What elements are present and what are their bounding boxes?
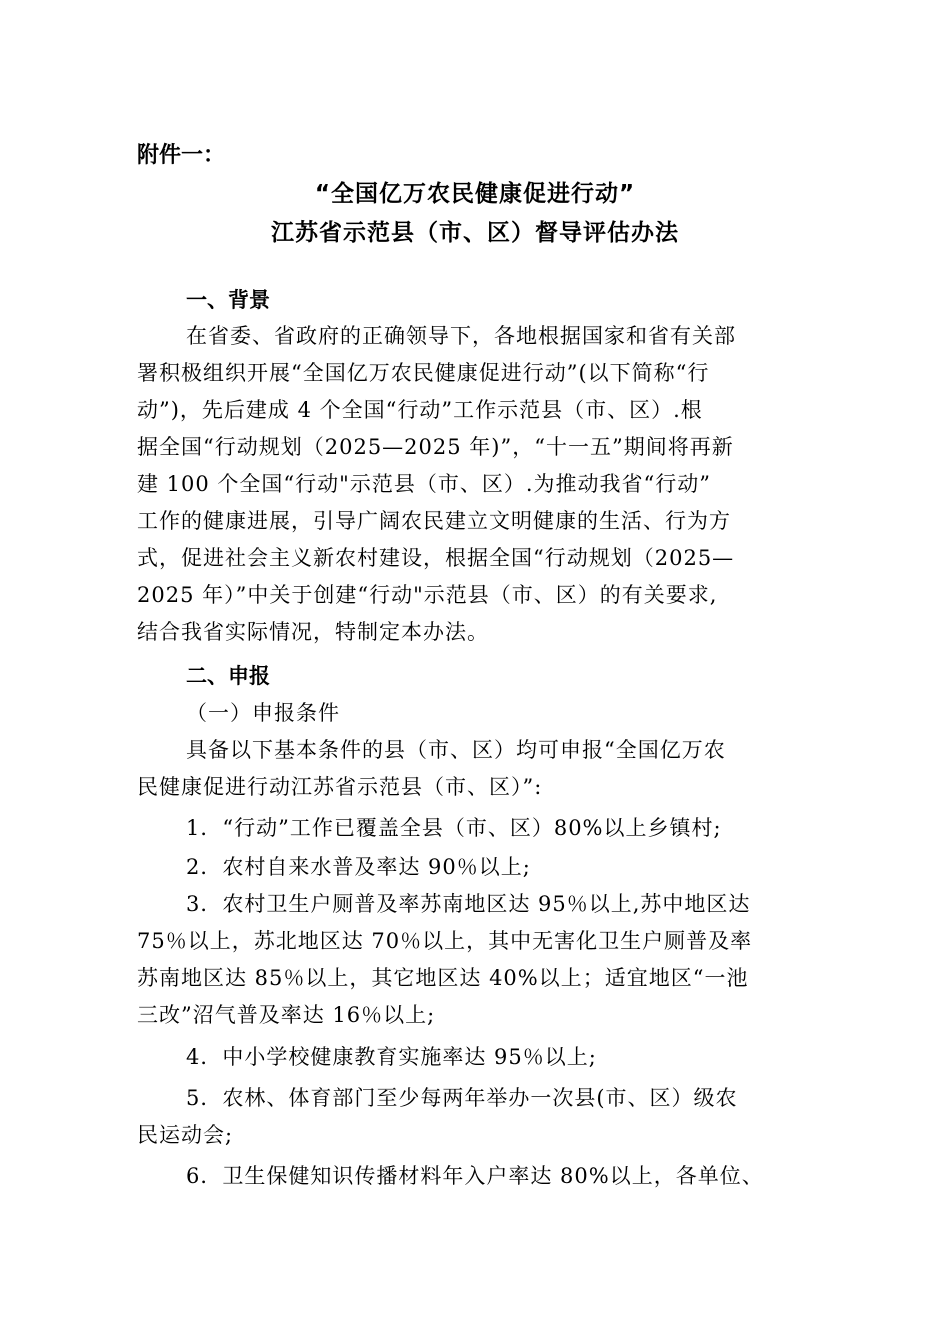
document-title-line-1: “全国亿万农民健康促进行动”	[314, 181, 636, 207]
list-item-1: 1．“行动”工作已覆盖全县（市、区）80%以上乡镇村;	[186, 816, 722, 840]
list-item-2: 2．农村自来水普及率达 90％以上;	[186, 855, 531, 879]
subheading-conditions: （一）申报条件	[186, 701, 340, 725]
paragraph-line: 结合我省实际情况，特制定本办法。	[137, 620, 489, 644]
list-item-4: 4．中小学校健康教育实施率达 95％以上;	[186, 1045, 597, 1069]
paragraph-line: 2025 年）”中关于创建“行动"示范县（市、区）的有关要求,	[137, 583, 718, 607]
paragraph-line: 工作的健康进展，引导广阔农民建立文明健康的生活、行为方	[137, 509, 731, 533]
paragraph-line: 在省委、省政府的正确领导下，各地根据国家和省有关部	[186, 324, 736, 348]
paragraph-line: 具备以下基本条件的县（市、区）均可申报“全国亿万农	[186, 738, 726, 762]
list-item-5: 5．农林、体育部门至少每两年举办一次县(市、区）级农	[186, 1086, 738, 1110]
paragraph-line: 署积极组织开展“全国亿万农民健康促进行动”(以下简称“行	[137, 361, 710, 385]
list-item-6: 6．卫生保健知识传播材料年入户率达 80%以上，各单位、	[186, 1164, 764, 1188]
section-heading-background: 一、背景	[186, 288, 270, 312]
paragraph-line: 三改”沼气普及率达 16％以上;	[137, 1003, 436, 1027]
paragraph-line: 苏南地区达 85％以上，其它地区达 40%以上；适宜地区“一池	[137, 966, 749, 990]
paragraph-line: 75％以上，苏北地区达 70％以上，其中无害化卫生户厕普及率	[137, 929, 753, 953]
paragraph-line: 式，促进社会主义新农村建设，根据全国“行动规划（2025—	[137, 546, 735, 570]
section-heading-application: 二、申报	[186, 664, 270, 688]
list-item-3: 3．农村卫生户厕普及率苏南地区达 95％以上,苏中地区达	[186, 892, 751, 916]
attachment-label: 附件一：	[137, 143, 226, 168]
paragraph-line: 建 100 个全国“行动"示范县（市、区）.为推动我省“行动”	[137, 472, 711, 496]
paragraph-line: 据全国“行动规划（2025—2025 年)”，“十一五”期间将再新	[137, 435, 734, 459]
paragraph-line: 民健康促进行动江苏省示范县（市、区）”:	[137, 775, 543, 799]
document-title-line-2: 江苏省示范县（市、区）督导评估办法	[271, 220, 679, 246]
paragraph-line: 民运动会;	[137, 1123, 234, 1147]
paragraph-line: 动”)，先后建成 4 个全国“行动”工作示范县（市、区）.根	[137, 398, 703, 422]
